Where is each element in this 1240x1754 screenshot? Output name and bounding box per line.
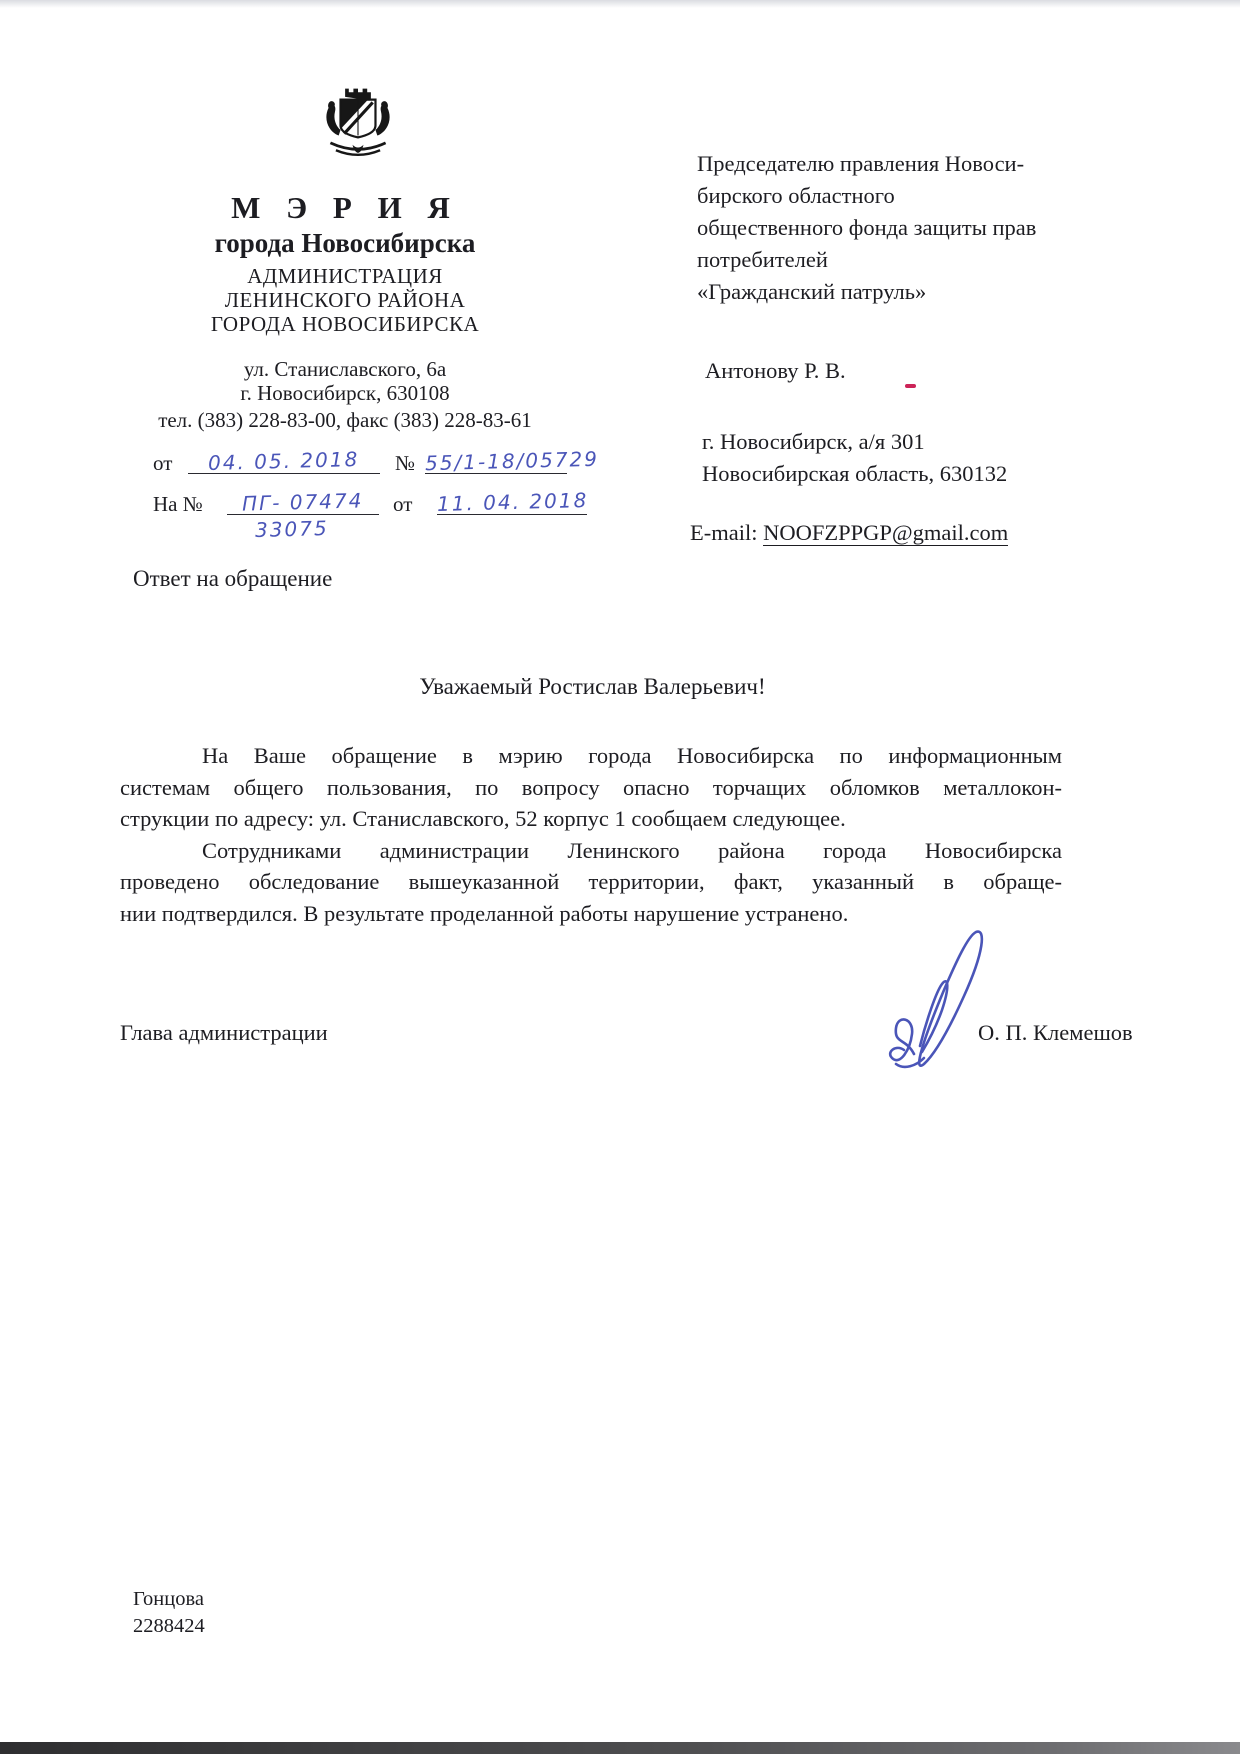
incoming-reference-row — [115, 487, 589, 521]
recipient-org-line: потребителей — [697, 247, 828, 272]
outgoing-reference-row — [115, 446, 600, 480]
body-line: системам общего пользования, по вопросу опасно торчащих обломков металлокон- — [120, 774, 1062, 800]
handwritten-signature — [866, 926, 1006, 1076]
incoming-date-field — [437, 489, 587, 515]
novosibirsk-coat-of-arms-icon — [312, 84, 404, 176]
executor-block — [133, 1586, 205, 1640]
email-label: E-mail: — [690, 520, 758, 545]
signer-name: О. П. Клемешов — [978, 1020, 1133, 1045]
handwritten-incoming-number: ПГ- 07474 — [242, 488, 365, 516]
department-line: ЛЕНИНСКОГО РАЙОНА — [224, 288, 466, 312]
reply-date-label: от — [393, 492, 413, 516]
handwritten-extra-number: 33075 — [254, 516, 329, 542]
handwritten-outgoing-date: 04. 05. 2018 — [208, 447, 360, 475]
sender-phone-fax: тел. (383) 228-83-00, факс (383) 228-83-61 — [158, 408, 532, 432]
scan-artifact-bottom — [0, 1742, 1240, 1754]
recipient-org-line: бирского областного — [697, 183, 895, 208]
number-label: № — [395, 451, 416, 475]
scan-artifact-top — [0, 0, 1240, 8]
recipient-name: Антонову Р. В. — [705, 358, 846, 383]
body-line: Сотрудниками администрации Ленинского района города Новосибирска — [202, 837, 1062, 863]
outgoing-number-field — [424, 446, 600, 476]
recipient-address-line: г. Новосибирск, а/я 301 — [702, 429, 925, 454]
red-pen-mark — [905, 384, 916, 388]
handwritten-incoming-date: 11. 04. 2018 — [436, 488, 589, 516]
org-subtitle: города Новосибирска — [214, 228, 476, 258]
sender-city-address: г. Новосибирск, 630108 — [240, 381, 450, 405]
recipient-address-line: Новосибирская область, 630132 — [702, 461, 1008, 486]
signer-position: Глава администрации — [120, 1020, 328, 1045]
recipient-org-line: общественного фонда защиты прав — [697, 215, 1037, 240]
body-line: нии подтвердился. В результате проделанной работы нарушение устранено. — [120, 900, 849, 926]
outgoing-date-field — [188, 448, 380, 474]
executor-name: Гонцова — [133, 1588, 204, 1610]
body-line: проведено обследование вышеуказанной территории, факт, указанный в обраще- — [120, 869, 1062, 895]
recipient-org-line: Председателю правления Новоси- — [697, 151, 1025, 176]
letter-body — [120, 740, 1062, 930]
salutation: Уважаемый Ростислав Валерьевич! — [419, 674, 766, 699]
letter-subject: Ответ на обращение — [133, 566, 333, 591]
sender-street-address: ул. Станиславского, 6а — [243, 357, 447, 381]
incoming-number-field — [227, 489, 379, 515]
body-line: На Ваше обращение в мэрию города Новосибирска по информационным — [202, 743, 1062, 768]
body-line: струкции по адресу: ул. Станиславского, 52 корпус 1 сообщаем следующее. — [120, 806, 846, 832]
from-label: от — [153, 451, 173, 475]
executor-phone: 2288424 — [133, 1615, 205, 1637]
recipient-block — [697, 148, 1097, 308]
recipient-email-line — [690, 520, 1008, 546]
recipient-address — [702, 426, 1102, 490]
department-line: АДМИНИСТРАЦИЯ — [247, 264, 443, 288]
reply-to-label: На № — [153, 492, 203, 516]
department-line: ГОРОДА НОВОСИБИРСКА — [210, 312, 480, 336]
recipient-org-line: «Гражданский патруль» — [697, 279, 927, 304]
email-address: NOOFZPPGP@gmail.com — [763, 520, 1009, 545]
org-title: М Э Р И Я — [231, 190, 459, 225]
handwritten-outgoing-number: 55/1-18/05729 — [424, 446, 600, 476]
